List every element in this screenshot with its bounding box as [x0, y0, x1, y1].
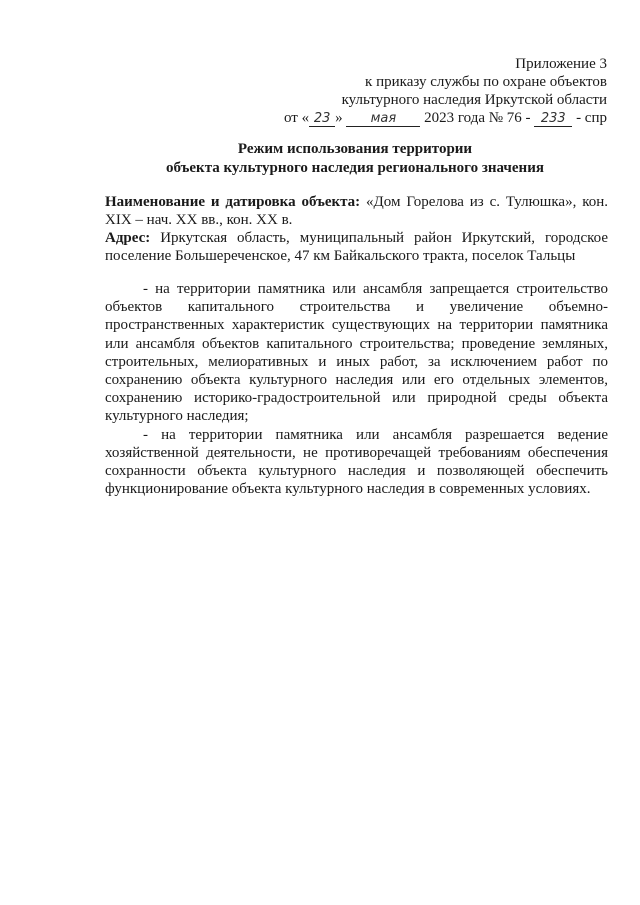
date-mid: »: [335, 110, 343, 126]
handwritten-day: 23: [309, 112, 335, 127]
object-info: [105, 193, 608, 265]
object-name-paragraph: [105, 193, 608, 229]
appendix-header: [284, 55, 607, 127]
handwritten-number: 233: [534, 112, 572, 127]
usage-regime-text: [105, 280, 608, 498]
order-issuer: культурного наследия Иркутской области: [341, 92, 607, 108]
permission-paragraph: - на территории памятника или ансамбля разрешается ведение хозяйственной деятельности, не противоречащей требованиям обеспечения сохранности объекта культурного наследия и позволяющей обеспечить функционирование объекта культурного наследия в современных условиях.: [105, 426, 608, 498]
order-reference: к приказу службы по охране объектов: [365, 74, 607, 90]
handwritten-month: мая: [346, 112, 420, 127]
date-prefix: от «: [284, 110, 310, 126]
address-label: Адрес:: [105, 230, 151, 246]
object-name-label: Наименование и датировка объекта:: [105, 194, 361, 210]
document-title: [100, 140, 610, 178]
prohibition-paragraph: - на территории памятника или ансамбля запрещается строительство объектов капитального строительства и увеличение объемно-пространственных характеристик существующих на территории памятника или ансамбля объектов капитального строительства; проведение земляных, строительных, мелиоративных и иных работ, за исключением работ по сохранению объекта культурного наследия или его отдельных элементов, сохранению историко-градостроительной или природной среды объекта культурного наследия;: [105, 281, 608, 425]
appendix-number: Приложение 3: [515, 56, 607, 72]
object-address-paragraph: [105, 229, 608, 265]
address-value: Иркутская область, муниципальный район Иркутский, городское поселение Большереченское, 47 км Байкальского тракта, поселок Тальцы: [105, 230, 608, 264]
year-and-number: 2023 года № 76 -: [424, 110, 531, 126]
title-line-1: Режим использования территории: [237, 141, 473, 157]
object-name-value: «Дом Горелова из с. Тулюшка», кон. XIX – нач. XX вв., кон. XX в.: [105, 194, 609, 228]
order-suffix: - спр: [576, 110, 607, 126]
order-date-line: [284, 109, 607, 127]
title-line-2: объекта культурного наследия регионального значения: [166, 160, 544, 176]
